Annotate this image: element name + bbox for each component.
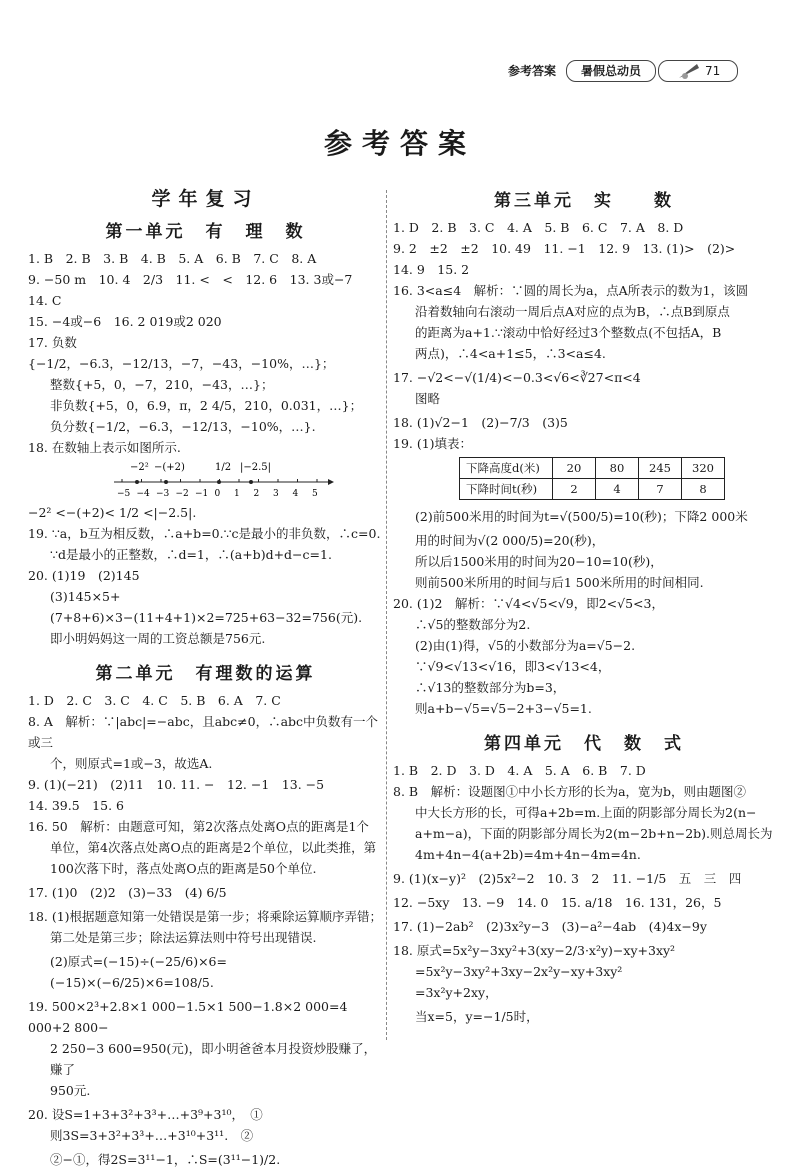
answer-line: 100次落下时，落点处离O点的距离是50个单位. — [50, 861, 317, 876]
answer-line: 1. B 2. D 3. D 4. A 5. A 6. B 7. D — [393, 763, 646, 778]
unit4-title: 第四单元 代 数 式 — [484, 734, 684, 754]
table-cell: 80 — [596, 458, 639, 479]
answer-line: 的距离为a+1.∵滚动中恰好经过3个整数点(不包括A，B — [415, 325, 722, 340]
answer-line: 则3S=3+3²+3³+…+3¹⁰+3¹¹. ② — [50, 1128, 254, 1143]
page-number: 71 — [705, 64, 721, 78]
answer-line: 12. −5xy 13. −9 14. 0 15. a/18 16. 131，26，5 — [393, 895, 722, 910]
answer-line: 17. −√2<−√(1/4)<−0.3<√6<∛27<π<4 — [393, 370, 641, 385]
answer-line: 950元. — [50, 1083, 91, 1098]
table-cell: 245 — [639, 458, 682, 479]
mark-label: |−2.5| — [240, 462, 272, 473]
answer-line: 9. 2 ±2 ±2 10. 49 11. −1 12. 9 13. (1)> (2)> — [393, 241, 736, 256]
page-header — [0, 58, 800, 88]
answer-line: 4m+4n−4(a+2b)=4m+4n−4m=4n. — [415, 847, 641, 862]
answer-line: 9. −50 m 10. 4 2/3 11. < < 12. 6 13. 3或−7 14. C — [28, 272, 365, 308]
answer-line: 19. (1)填表： — [393, 436, 473, 451]
answer-line: 非负数{+5，0，6.9，π，2 4/5，210，0.031，…}； — [50, 398, 363, 413]
table-cell: 2 — [553, 479, 596, 500]
axis-tick-label: −1 — [195, 489, 209, 499]
table-cell: 下降时间t(秒) — [460, 479, 553, 500]
answer-line: a+m−a)，下面的阴影部分周长为2(m−2b+n−2b).则总周长为 — [415, 826, 773, 841]
answer-line: 9. (1)(−21) (2)11 10. 11. − 12. −1 13. −5 — [28, 777, 325, 792]
table-cell: 320 — [682, 458, 725, 479]
answer-line: (2)原式=(−15)÷(−25/6)×6=(−15)×(−6/25)×6=108/5. — [50, 954, 227, 990]
axis-tick-label: −5 — [117, 489, 131, 499]
answer-line: 1. D 2. B 3. C 4. A 5. B 6. C 7. A 8. D — [393, 220, 684, 235]
answer-line: 个，则原式=1或−3，故选A. — [50, 756, 213, 771]
axis-tick-label: 0 — [214, 489, 221, 499]
answer-line: 所以后1500米用的时间为20−10=10(秒)， — [415, 554, 663, 569]
answer-line: 第二处是第三步；除法运算法则中符号出现错误. — [50, 930, 317, 945]
answer-line: ∴√5的整数部分为2. — [415, 617, 531, 632]
table-cell: 7 — [639, 479, 682, 500]
answer-line: 14. 9 15. 2 — [393, 262, 470, 277]
header-book-name: 暑假总动员 — [566, 60, 656, 82]
answer-line: 16. 3<a≤4 解析：∵圆的周长为a，点A所表示的数为1，该圆 — [393, 283, 749, 298]
answer-line: 8. B 解析：设题图①中小长方形的长为a，宽为b，则由题图② — [393, 784, 747, 799]
answer-line: ∵√9<√13<√16，即3<√13<4， — [415, 659, 611, 674]
answer-line: 16. 50 解析：由题意可知，第2次落点处离O点的距离是1个 — [28, 819, 369, 834]
answer-line: 沿着数轴向右滚动一周后点A对应的点为B，∴点B到原点 — [415, 304, 730, 319]
page-title: 参考答案 — [323, 127, 476, 160]
answer-line: 单位，第4次落点处离O点的距离是2个单位，以此类推，第 — [50, 840, 377, 855]
answer-line: 17. 负数{−1/2，−6.3，−12/13，−7，−43，−10%，…}； — [28, 335, 335, 371]
header-ref-label: 参考答案 — [508, 64, 557, 78]
quill-icon — [677, 62, 701, 80]
answer-line: 20. (1)19 (2)145 — [28, 568, 140, 583]
answer-line: 负分数{−1/2，−6.3，−12/13，−10%，…}. — [50, 419, 316, 434]
answer-line: 14. 39.5 15. 6 — [28, 798, 124, 813]
answer-line: 两点)，∴4<a+1≤5，∴3<a≤4. — [415, 346, 606, 361]
unit3-title: 第三单元 实 数 — [494, 191, 674, 211]
answer-line: 17. (1)−2ab² (2)3x²y−3 (3)−a²−4ab (4)4x−9y — [393, 919, 707, 934]
table-row — [460, 479, 725, 500]
answer-line: 19. ∵a，b互为相反数，∴a+b=0.∵c是最小的非负数，∴c=0. — [28, 526, 381, 541]
column-divider — [386, 190, 387, 1040]
axis-tick-label: −4 — [136, 489, 150, 499]
table-cell: 下降高度d(米) — [460, 458, 553, 479]
answer-line: 用的时间为√(2 000/5)=20(秒)， — [415, 533, 605, 548]
answer-line: 18. 原式=5x²y−3xy²+3(xy−2/3·x²y)−xy+3xy² — [393, 943, 676, 958]
fall-time-table — [459, 457, 725, 500]
answer-line: 8. A 解析：∵|abc|=−abc，且abc≠0，∴abc中负数有一个或三 — [28, 714, 379, 750]
answer-line: 整数{+5，0，−7，210，−43，…}； — [50, 377, 274, 392]
answer-line: 则前500米所用的时间与后1 500米所用的时间相同. — [415, 575, 704, 590]
section-title-review: 学年复习 — [151, 188, 260, 210]
unit2-title: 第二单元 有理数的运算 — [95, 664, 316, 684]
table-row — [460, 458, 725, 479]
answer-line: ∵d是最小的正整数，∴d=1，∴(a+b)d+d−c=1. — [50, 547, 332, 562]
answer-line: 19. 500×2³+2.8×1 000−1.5×1 500−1.8×2 000=4 000+2 800− — [28, 999, 352, 1035]
answer-line: =3x²y+2xy， — [415, 985, 498, 1000]
answer-line: (2)前500米用的时间为t=√(500/5)=10(秒)；下降2 000米 — [415, 509, 748, 524]
answer-line: 2 250−3 600=950(元)，即小明爸爸本月投资炒股赚了，赚了 — [50, 1041, 377, 1077]
axis-tick-label: −2 — [175, 489, 189, 499]
answer-line: ②−①，得2S=3¹¹−1，∴S=(3¹¹−1)/2. — [50, 1152, 281, 1167]
axis-tick-label: −3 — [156, 489, 170, 499]
mark-label: −2² — [130, 462, 149, 473]
answer-line: 1. B 2. B 3. B 4. B 5. A 6. B 7. C 8. A — [28, 251, 317, 266]
answer-line: 1. D 2. C 3. C 4. C 5. B 6. A 7. C — [28, 693, 281, 708]
answer-line: 18. (1)根据题意知第一处错误是第一步；将乘除运算顺序弄错； — [28, 909, 383, 924]
answer-line: 中大长方形的长，可得a+2b=m.上面的阴影部分周长为2(n− — [415, 805, 757, 820]
unit1-title: 第一单元 有 理 数 — [105, 222, 306, 242]
table-cell: 8 — [682, 479, 725, 500]
answer-line: 当x=5，y=−1/5时， — [415, 1009, 539, 1024]
answer-line: (3)145×5+(7+8+6)×3−(11+4+1)×2=725+63−32=756(元). — [50, 589, 363, 625]
axis-tick-label: 5 — [312, 489, 318, 499]
answer-line: 9. (1)(x−y)² (2)5x²−2 10. 3 2 11. −1/5 五 三 四 — [393, 871, 742, 886]
answer-line: 18. (1)√2−1 (2)−7/3 (3)5 — [393, 415, 568, 430]
answer-line: 18. 在数轴上表示如图所示. — [28, 440, 181, 455]
axis-tick-label: 3 — [273, 489, 279, 499]
right-column — [393, 180, 775, 1027]
number-line-diagram — [108, 458, 338, 502]
axis-tick-label: 2 — [253, 489, 260, 499]
answer-line: 20. 设S=1+3+3²+3³+…+3⁹+3¹⁰， ① — [28, 1107, 263, 1122]
table-cell: 20 — [553, 458, 596, 479]
answer-line: 即小明妈妈这一周的工资总额是756元. — [50, 631, 266, 646]
axis-tick-label: 1 — [234, 489, 240, 499]
left-column — [28, 180, 383, 1170]
answer-line: 则a+b−√5=√5−2+3−√5=1. — [415, 701, 592, 716]
answer-line: −2² <−(+2)< 1/2 <|−2.5|. — [28, 505, 197, 520]
axis-tick-label: 4 — [292, 489, 299, 499]
answer-line: =5x²y−3xy²+3xy−2x²y−xy+3xy² — [415, 964, 623, 979]
answer-line: ∴√13的整数部分为b=3， — [415, 680, 566, 695]
answer-line: 图略 — [415, 391, 441, 406]
table-cell: 4 — [596, 479, 639, 500]
answer-line: 17. (1)0 (2)2 (3)−33 (4) 6/5 — [28, 885, 227, 900]
answer-line: 20. (1)2 解析：∵√4<√5<√9，即2<√5<3， — [393, 596, 664, 611]
answer-line: (2)由(1)得，√5的小数部分为a=√5−2. — [415, 638, 636, 653]
mark-label: 1/2 — [215, 462, 232, 473]
mark-label: −(+2) — [154, 462, 185, 473]
answer-line: 15. −4或−6 16. 2 019或2 020 — [28, 314, 222, 329]
